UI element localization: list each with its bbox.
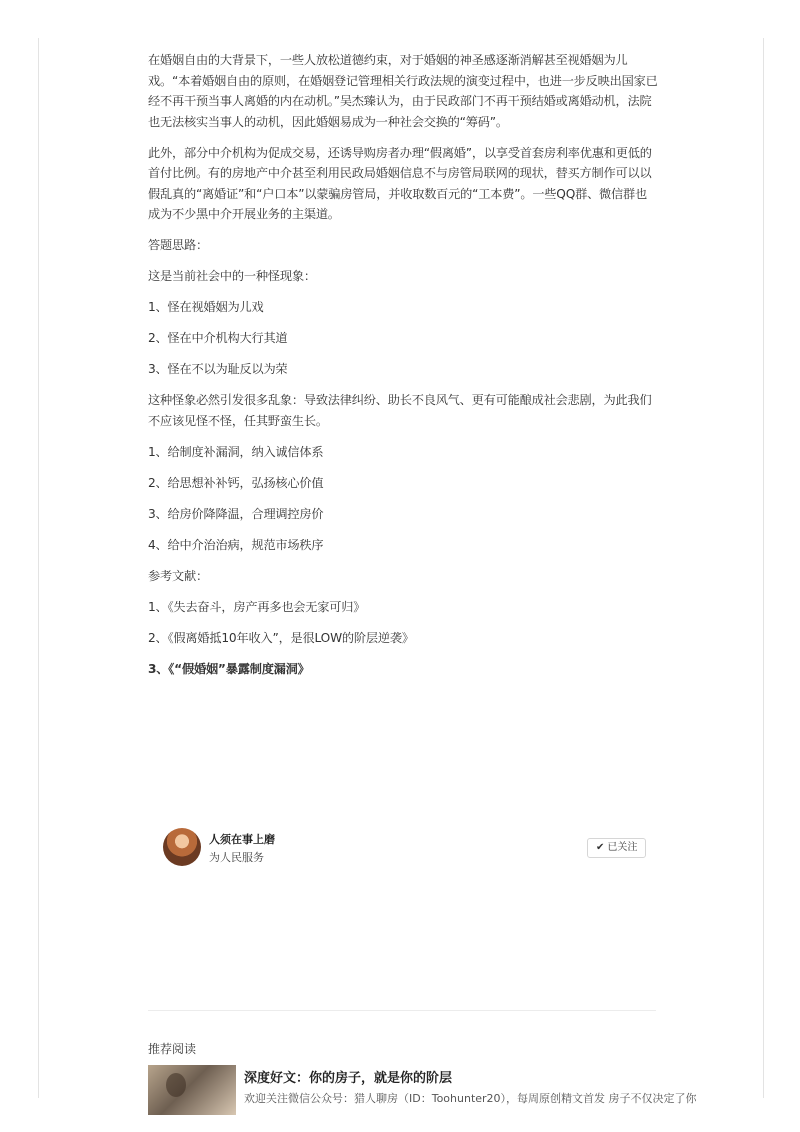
divider	[148, 1010, 656, 1011]
author-card	[163, 828, 643, 868]
list-item: 2、怪在中介机构大行其道	[148, 331, 288, 345]
follow-button-label: 已关注	[607, 842, 638, 853]
paragraph: 答题思路：	[148, 238, 208, 252]
list-item: 3、怪在不以为耻反以为荣	[148, 362, 288, 376]
recommend-thumbnail[interactable]	[148, 1065, 236, 1115]
paragraph: 参考文献：	[148, 568, 208, 583]
follow-button[interactable]	[587, 838, 646, 858]
avatar[interactable]	[163, 828, 201, 866]
article-frame	[38, 38, 764, 1105]
list-item: 2、给思想补补钙，弘扬核心价值	[148, 475, 324, 490]
recommend-headline[interactable]: 深度好文：你的房子，就是你的阶层	[244, 1071, 453, 1086]
author-description: 为人民服务	[209, 851, 264, 864]
recommend-title: 推荐阅读	[148, 1042, 197, 1056]
recommend-item[interactable]	[148, 1064, 697, 1124]
reference-item: 2、《假离婚抵10年收入”，是很LOW的阶层逆袭》	[148, 630, 414, 645]
reference-item: 1、《失去奋斗，房产再多也会无家可归》	[148, 599, 366, 614]
check-icon: ✔	[596, 842, 605, 853]
article-body	[148, 50, 658, 690]
paragraph: 这种怪象必然引发很多乱象：导致法律纠纷、助长不良风气、更有可能酿成社会悲剧，为此我们不应该见怪不怪，任其野蛮生长。	[148, 393, 652, 428]
recommend-summary: 欢迎关注微信公众号：猎人聊房（ID：Toohunter20），每周原创精文首发 房子不仅决定了你	[244, 1092, 697, 1105]
list-item: 3、给房价降降温，合理调控房价	[148, 506, 324, 521]
list-item: 1、怪在视婚姻为儿戏	[148, 300, 264, 314]
paragraph: 在婚姻自由的大背景下，一些人放松道德约束，对于婚姻的神圣感逐渐消解甚至视婚姻为儿戏。“本着婚姻自由的原则，在婚姻登记管理相关行政法规的演变过程中，也进一步反映出国家已经不再干预当事人离婚的内在动机。”吴杰臻认为，由于民政部门不再干预结婚或离婚动机，法院也无法核实当事人的动机，因此婚姻易成为一种社会交换的“筹码”。	[148, 53, 658, 129]
list-item: 4、给中介治治病，规范市场秩序	[148, 537, 324, 552]
reference-item: 3、《“假婚姻”暴露制度漏洞》	[148, 661, 310, 676]
paragraph: 这是当前社会中的一种怪现象：	[148, 269, 316, 283]
paragraph: 此外，部分中介机构为促成交易，还诱导购房者办理“假离婚”，以享受首套房利率优惠和更低的首付比例。有的房地产中介甚至利用民政局婚姻信息不与房管局联网的现状，替买方制作可以以假乱真的“离婚证”和“户口本”以蒙骗房管局，并收取数百元的“工本费”。一些QQ群、微信群也成为不少黑中介开展业务的主渠道。	[148, 145, 652, 221]
author-name[interactable]: 人须在事上磨	[209, 833, 275, 846]
list-item: 1、给制度补漏洞，纳入诚信体系	[148, 444, 324, 459]
